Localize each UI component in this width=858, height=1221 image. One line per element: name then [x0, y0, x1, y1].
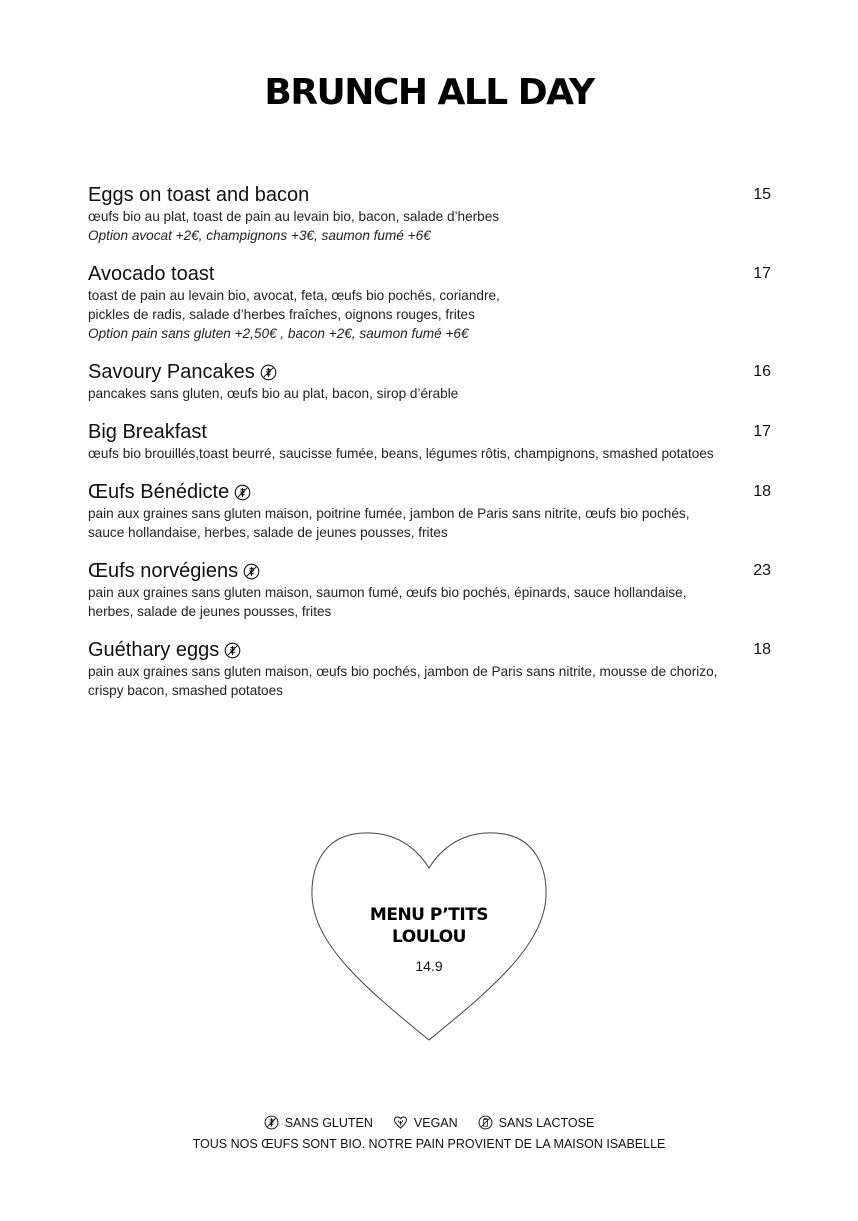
item-price: 16	[753, 363, 771, 380]
item-description: œufs bio brouillés,toast beurré, saucisse fumée, beans, légumes rôtis, champignons, smashed potatoes	[88, 446, 714, 461]
item-description: pancakes sans gluten, œufs bio au plat, bacon, sirop d’érable	[88, 386, 459, 401]
item-name: Eggs on toast and bacon	[88, 183, 310, 206]
item-price: 15	[753, 186, 771, 203]
item-options: Option avocat +2€, champignons +3€, saumon fumé +6€	[88, 228, 431, 243]
item-price: 18	[753, 483, 771, 500]
item-name: Guéthary eggs	[88, 638, 220, 661]
item-description: pain aux graines sans gluten maison, poitrine fumée, jambon de Paris sans nitrite, œufs bio pochés,	[88, 506, 690, 521]
gluten-free-icon	[243, 563, 260, 580]
item-name: Savoury Pancakes	[88, 360, 255, 383]
lactose-free-icon	[478, 1115, 493, 1130]
gluten-free-icon	[260, 364, 277, 381]
item-description: sauce hollandaise, herbes, salade de jeunes pousses, frites	[88, 525, 448, 540]
item-name: Œufs norvégiens	[88, 559, 239, 582]
item-price: 17	[753, 423, 771, 440]
menu-item	[88, 559, 771, 621]
item-options: Option pain sans gluten +2,50€ , bacon +2€, saumon fumé +6€	[88, 326, 469, 341]
item-description: herbes, salade de jeunes pousses, frites	[88, 604, 332, 619]
menu-item	[88, 480, 771, 542]
item-description: pain aux graines sans gluten maison, saumon fumé, œufs bio pochés, épinards, sauce hollandaise,	[88, 585, 687, 600]
item-price: 17	[753, 265, 771, 282]
menu-item	[88, 638, 771, 700]
item-description: pickles de radis, salade d’herbes fraîches, oignons rouges, frites	[88, 307, 475, 322]
kids-menu-title-line2: LOULOU	[392, 927, 466, 947]
item-description: toast de pain au levain bio, avocat, feta, œufs bio pochés, coriandre,	[88, 288, 500, 303]
kids-menu-title-line1: MENU P’TITS	[369, 905, 489, 925]
item-name: Avocado toast	[88, 262, 215, 285]
vegan-heart-icon	[393, 1115, 408, 1130]
item-name: Œufs Bénédicte	[88, 480, 230, 503]
legend-vegan-label: VEGAN	[413, 1115, 458, 1130]
gluten-free-icon	[264, 1115, 279, 1130]
menu-item	[88, 262, 771, 343]
diet-legend	[0, 1115, 858, 1130]
item-price: 23	[753, 562, 771, 579]
item-price: 18	[753, 641, 771, 658]
menu-item	[88, 360, 771, 403]
kids-menu-title	[309, 904, 549, 948]
item-description: œufs bio au plat, toast de pain au levain bio, bacon, salade d’herbes	[88, 209, 500, 224]
gluten-free-icon	[234, 484, 251, 501]
gluten-free-icon	[224, 642, 241, 659]
item-description: crispy bacon, smashed potatoes	[88, 683, 283, 698]
menu-item	[88, 420, 771, 463]
legend-lactose-free-label: SANS LACTOSE	[498, 1115, 595, 1130]
item-name: Big Breakfast	[88, 420, 207, 443]
page-title: BRUNCH ALL DAY	[264, 72, 594, 113]
menu-item	[88, 183, 771, 245]
legend-gluten-free-label: SANS GLUTEN	[284, 1115, 373, 1130]
item-description: pain aux graines sans gluten maison, œufs bio pochés, jambon de Paris sans nitrite, mousse de chorizo,	[88, 664, 718, 679]
kids-menu-price: 14.9	[415, 958, 443, 974]
footer-note: TOUS NOS ŒUFS SONT BIO. NOTRE PAIN PROVIENT DE LA MAISON ISABELLE	[192, 1137, 666, 1151]
